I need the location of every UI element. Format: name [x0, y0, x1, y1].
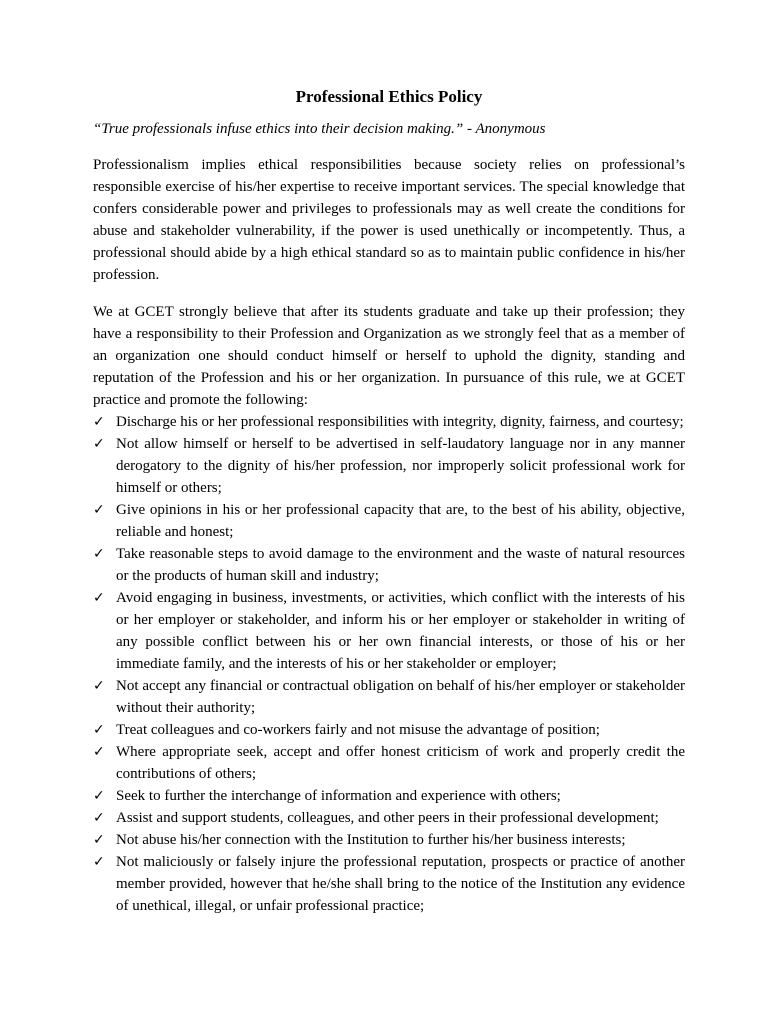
list-item	[93, 433, 685, 499]
list-item-text: Where appropriate seek, accept and offer honest criticism of work and properly credit the contributions of others;	[116, 744, 685, 782]
list-item	[93, 675, 685, 719]
checkmark-icon: ✓	[93, 832, 105, 848]
checkmark-icon: ✓	[93, 810, 105, 826]
checkmark-icon: ✓	[93, 722, 105, 738]
list-item-text: Avoid engaging in business, investments, or activities, which conflict with the interests of his or her employer or stakeholder, and inform his or her employer or stakeholder in writing of any possible conflict between his or her own financial interests, or those of his or her immediate family, and the interests of his or her stakeholder or employer;	[116, 590, 685, 672]
document-page	[93, 85, 685, 917]
list-item-text: Not accept any financial or contractual obligation on behalf of his/her employer or stakeholder without their authority;	[116, 678, 685, 716]
list-item-text: Not maliciously or falsely injure the professional reputation, prospects or practice of another member provided, however that he/she shall bring to the notice of the Institution any evidence of unethical, illegal, or unfair professional practice;	[116, 854, 685, 914]
list-item	[93, 807, 685, 829]
checkmark-icon: ✓	[93, 788, 105, 804]
list-item	[93, 719, 685, 741]
practice-list	[93, 411, 685, 917]
paragraph-gcet: We at GCET strongly believe that after its students graduate and take up their profession; they have a responsibility to their Profession and Organization as we strongly feel that as a member of an organization one should conduct himself or herself to uphold the dignity, standing and reputation of the Profession and his or her organization. In pursuance of this rule, we at GCET practice and promote the following:	[93, 304, 685, 408]
list-item-text: Give opinions in his or her professional capacity that are, to the best of his ability, objective, reliable and honest;	[116, 502, 685, 540]
list-item-text: Take reasonable steps to avoid damage to the environment and the waste of natural resources or the products of human skill and industry;	[116, 546, 685, 584]
list-item-text: Not allow himself or herself to be advertised in self-laudatory language nor in any manner derogatory to the dignity of his/her profession, nor improperly solicit professional work for himself or others;	[116, 436, 685, 496]
list-item-text: Assist and support students, colleagues, and other peers in their professional development;	[116, 810, 659, 826]
document-title: Professional Ethics Policy	[295, 87, 483, 106]
list-item	[93, 543, 685, 587]
checkmark-icon: ✓	[93, 436, 105, 452]
list-item	[93, 587, 685, 675]
list-item-text: Seek to further the interchange of information and experience with others;	[116, 788, 561, 804]
list-item-text: Treat colleagues and co-workers fairly and not misuse the advantage of position;	[116, 722, 600, 738]
paragraph-professionalism: Professionalism implies ethical responsibilities because society relies on professional’s responsible exercise of his/her expertise to receive important services. The special knowledge that confers considerable power and privileges to professionals may as well create the conditions for abuse and stakeholder vulnerability, if the power is used unethically or incompetently. Thus, a professional should abide by a high ethical standard so as to maintain public confidence in his/her profession.	[93, 157, 685, 283]
checkmark-icon: ✓	[93, 854, 105, 870]
checkmark-icon: ✓	[93, 546, 105, 562]
list-item	[93, 741, 685, 785]
checkmark-icon: ✓	[93, 590, 105, 606]
list-item-text: Discharge his or her professional responsibilities with integrity, dignity, fairness, and courtesy;	[116, 414, 684, 430]
checkmark-icon: ✓	[93, 678, 105, 694]
list-item	[93, 851, 685, 917]
list-item	[93, 411, 685, 433]
list-item	[93, 499, 685, 543]
checkmark-icon: ✓	[93, 414, 105, 430]
list-item-text: Not abuse his/her connection with the Institution to further his/her business interests;	[116, 832, 626, 848]
list-item	[93, 785, 685, 807]
checkmark-icon: ✓	[93, 502, 105, 518]
epigraph-quote: “True professionals infuse ethics into their decision making.” - Anonymous	[93, 121, 546, 137]
checkmark-icon: ✓	[93, 744, 105, 760]
list-item	[93, 829, 685, 851]
